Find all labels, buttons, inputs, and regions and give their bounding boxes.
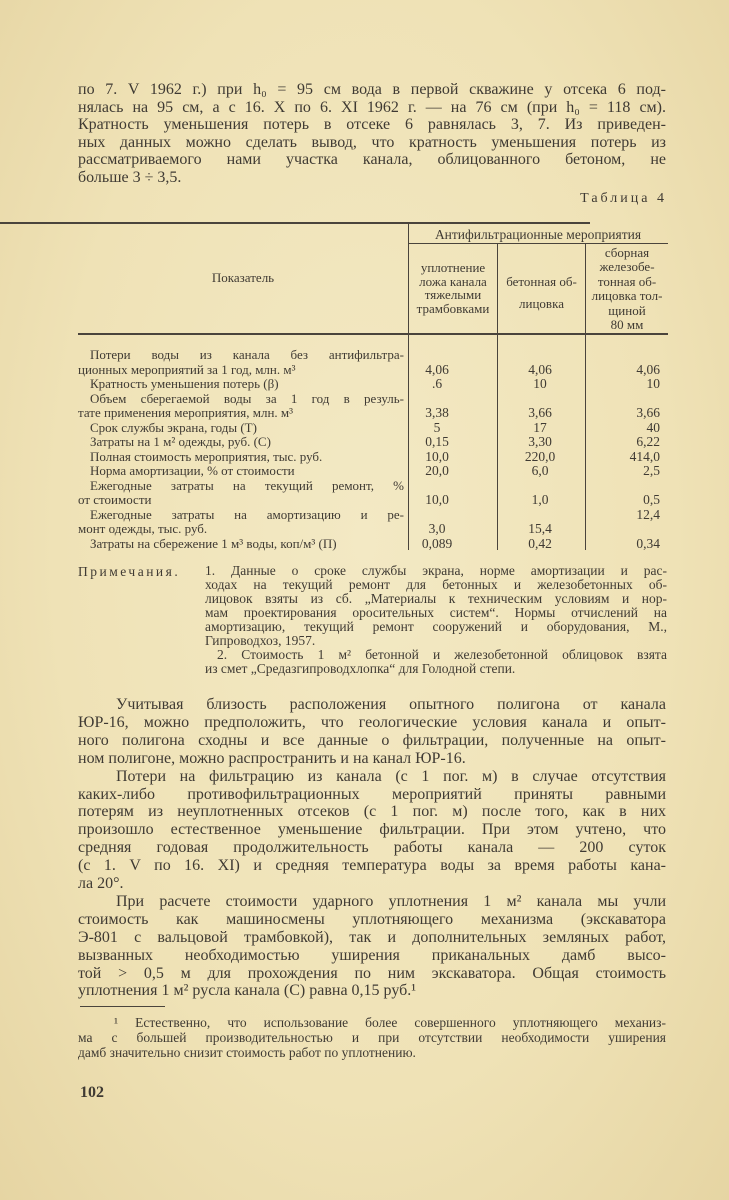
table-cell-value: 10,0 [425,492,449,507]
text-line: 2. Стоимость 1 м² бетонной и железобетонной облицовок взята [217,647,667,662]
table-row-label: тате применения мероприятия, млн. м³ [78,405,294,420]
table-cell-value: 2,5 [643,463,660,478]
text-line: Учитывая близость расположения опытного полигона от канала [116,696,666,713]
text-line: ла 20°. [78,875,124,892]
column-header-line: 80 мм [610,317,644,332]
table-cell-value: 6,22 [636,434,660,449]
text-line: (с 1. V по 16. XI) и средняя температура воды за время работы кана- [78,857,666,875]
table-cell-value: 10 [533,376,547,391]
table-row-label: Норма амортизации, % от стоимости [90,463,295,478]
table-cell-value: 10,0 [425,448,449,464]
table-cell-value: 414,0 [629,448,660,464]
page-number: 102 [80,1084,104,1101]
table-caption: Таблица 4 [580,191,667,206]
table-row-label: Кратность уменьшения потерь (β) [90,376,279,391]
text-line: вызванных необходимостью уширения приканальных дамб высо- [78,946,666,964]
column-header-line: уплотнение [420,260,486,275]
text-line: каких-либо противофильтрационных мероприятий приняты равными [78,785,666,803]
text-line: 1. Данные о сроке службы экрана, норме амортизации и рас- [205,563,667,578]
column-divider [497,244,498,550]
table-header-bottom-rule [78,333,668,335]
column-group-header: Антифильтрационные мероприятия [434,227,642,242]
table-cell-value: 0,42 [528,535,552,551]
text-line: Потери на фильтрацию из канала (с 1 пог. м) в случае отсутствия [116,767,666,785]
text-line: При расчете стоимости ударного уплотнения 1 м² канала мы учли [116,892,666,910]
table-cell-value: 40 [646,419,660,435]
table-cell-value: 17 [533,419,547,435]
text-line: Э-801 с вальцовой трамбовкой), так и дополнительных земляных работ, [78,928,666,946]
text-line: потерям из неуплотненных отсеков (с 1 пог. м) после того, как в них [78,803,666,821]
text-line: из смет „Средазгипроводхлопка“ для Голодной степи. [205,661,516,676]
column-header-line: ложа канала [419,273,487,289]
table-cell-value: 12,4 [636,506,660,522]
text-line: ¹ Естественно, что использование более совершенного уплотняющего механиз- [114,1015,666,1030]
table-row-label: ционных мероприятий за 1 год, млн. м³ [78,361,296,377]
table-cell-value: 5 [433,419,441,435]
text-line: ном полигоне, можно распространить и на канал ЮР-16. [78,749,466,767]
table-cell-value: 0,15 [425,434,449,449]
column-header-line: щиной [608,302,646,318]
column-header-line: железобе- [599,259,655,275]
column-header-line: лицовка тол- [591,288,663,304]
text-line: ЮР-16, можно предположить, что геологические условия канала и опыт- [78,713,666,731]
text-line: больше 3 ÷ 3,5. [78,169,182,186]
table-row-label: Ежегодные затраты на амортизацию и ре- [90,506,404,522]
table-row-label: от стоимости [78,492,152,507]
table-cell-value: .6 [431,376,443,391]
table-cell-value: 15,4 [528,521,552,536]
group-header-underline [408,243,668,244]
table-cell-value: 10 [646,376,660,391]
table-cell-value: 4,06 [528,361,552,377]
column-header-line: сборная [604,245,650,260]
table-cell-value: 4,06 [636,361,660,377]
text-line: рассматриваемого нами участка канала, облицованного бетоном, не [78,151,666,169]
table-row-label: Затраты на 1 м² одежды, руб. (С) [90,434,271,449]
table-top-rule [0,222,590,224]
table-cell-value: 4,06 [425,361,449,377]
table-cell-value: 3,30 [528,434,552,449]
table-row-label: Полная стоимость мероприятия, тыс. руб. [90,448,323,464]
text-line: уплотнения 1 м² русла канала (С) равна 0,15 руб.¹ [78,982,417,1000]
text-line: дамб значительно снизит стоимость работ по уплотнению. [78,1044,416,1060]
column-header-line: тонная об- [597,273,657,289]
notes-label: Примечания. [78,564,181,579]
table-cell-value: 0,34 [636,535,660,551]
text-line: ных данных можно сделать вывод, что кратность уменьшения потерь из [78,133,666,151]
table-cell-value: 6,0 [531,463,549,478]
text-line: произошло естественное уменьшение фильтрации. При этом учтено, что [78,821,666,839]
text-line: той > 0,5 м для прохождения по ним экскаватора. Общая стоимость [78,964,666,982]
table-row-label: Объем сберегаемой воды за 1 год в резуль- [90,390,404,406]
table-cell-value: 0,5 [643,492,660,507]
text-line: средняя годовая продолжительность работы канала — 200 суток [78,839,666,857]
footnote-divider [80,1006,165,1007]
table-row-label: Затраты на сбережение 1 м³ воды, коп/м³ (П) [90,535,337,551]
column-header-line: тяжелыми [424,287,482,303]
text-line: ма с большей производительностью и при отсутствии необходимости уширения [78,1029,666,1045]
table-row-label: Срок службы экрана, годы (Т) [90,419,257,435]
table-cell-value: 220,0 [524,448,556,464]
column-header-line: трамбовками [416,300,490,316]
text-line: ного полигона сходны и все данные о фильтрации, полученные на опыт- [78,731,666,749]
table-row-label: монт одежды, тыс. руб. [78,521,208,536]
table-cell-value: 1,0 [531,492,549,507]
table-row-label: Потери воды из канала без антифильтра- [90,347,404,362]
table-cell-value: 20,0 [425,463,449,478]
text-line: нялась на 95 см, а с 16. X по 6. XI 1962 г. — на 76 см (при h₀ = 118 см). [78,98,666,116]
text-line: амортизацию, текущий ремонт сооружений и оборудования, М., [205,619,667,634]
table-cell-value: 3,66 [636,405,660,420]
column-header-line: лицовка [519,296,564,311]
text-line: мам проектирования оросительных систем“. Нормы отчислений на [205,605,667,620]
table-row-label: Ежегодные затраты на текущий ремонт, % [90,477,404,493]
text-line: стоимость как машиносмены уплотняющего механизма (экскаватора [78,910,666,928]
text-line: Гипроводхоз, 1957. [205,633,316,648]
text-line: по 7. V 1962 г.) при h₀ = 95 см вода в первой скважине у отсека 6 под- [78,81,666,98]
table-cell-value: 3,38 [425,405,449,420]
table-cell-value: 3,66 [528,405,552,420]
column-header-line: бетонная об- [506,274,577,289]
table-cell-value: 0,089 [421,535,453,551]
text-line: лицовок взяты из сб. „Материалы к техническим условиям и нор- [205,591,667,606]
table-cell-value: 3,0 [428,521,446,536]
text-line: Кратность уменьшения потерь в отсеке 6 равнялась 3, 7. Из приведен- [78,116,666,134]
column-header-indicator: Показатель [211,270,275,285]
text-line: ходах на текущий ремонт для бетонных и железобетонных об- [205,577,667,592]
